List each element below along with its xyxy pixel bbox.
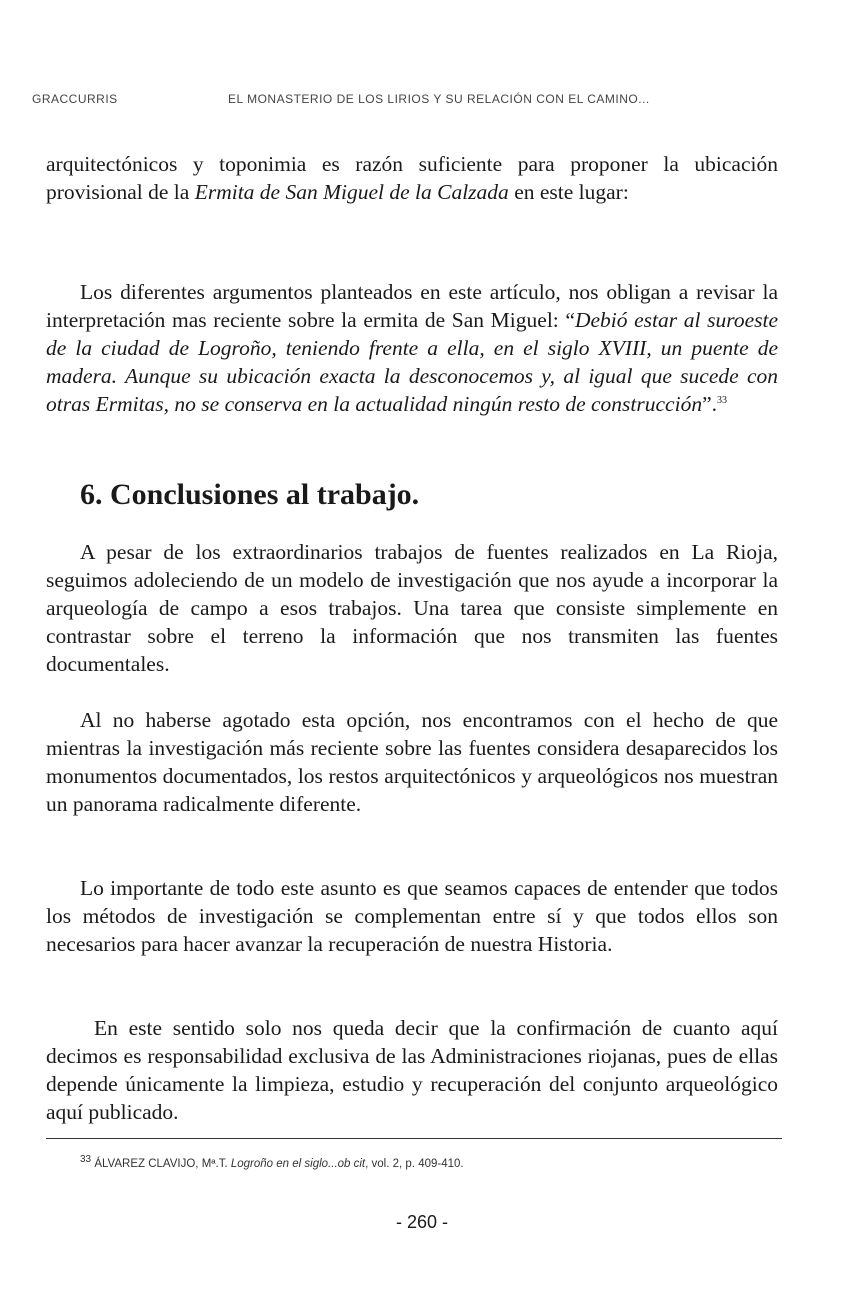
footnote-number: 33 bbox=[80, 1154, 92, 1166]
intro-text: arquitectónicos y toponimia es razón suficiente para proponer la ubicación provisional de la bbox=[46, 152, 778, 204]
page-number: - 260 - bbox=[395, 1212, 449, 1232]
footnote-author: ÁLVAREZ CLAVIJO, Mª.T. bbox=[94, 1158, 231, 1170]
intro-italic: Ermita de San Miguel de la Calzada bbox=[194, 180, 509, 204]
quote-close: ”. bbox=[702, 391, 717, 416]
quote-italic: Debió estar al suroeste de la ciudad de Logroño, teniendo frente a ella, en el siglo XVIII, un puente de madera. Aunque su ubicación exacta la desconocemos y, al igual que sucede con otras Ermitas, no se conserva en la actualidad ningún resto de construcción bbox=[46, 307, 778, 416]
article-title-header: EL MONASTERIO DE LOS LIRIOS Y SU RELACIÓN CON EL CAMINO... bbox=[228, 92, 650, 106]
journal-name: GRACCURRIS bbox=[32, 92, 118, 106]
paragraph-1: A pesar de los extraordinarios trabajos de fuentes realizados en La Rioja, seguimos adoleciendo de un modelo de investigación que nos ayude a incorporar la arqueología de campo a esos trabajos. Una tarea que consiste simplemente en contrastar sobre el terreno la información que nos transmiten las fuentes documentales. bbox=[46, 540, 778, 676]
paragraph-4: En este sentido solo nos queda decir que la confirmación de cuanto aquí decimos es responsabilidad exclusiva de las Administraciones riojanas, pues de ellas depende únicamente la limpieza, estudio y recuperación del conjunto arqueológico aquí publicado. bbox=[46, 1016, 778, 1124]
footnote-title: Logroño en el siglo...ob cit bbox=[230, 1158, 366, 1170]
paragraph-3: Lo importante de todo este asunto es que seamos capaces de entender que todos los métodos de investigación se complementan entre sí y que todos ellos son necesarios para hacer avanzar la recuperación de nuestra Historia. bbox=[46, 876, 778, 956]
quote-paragraph bbox=[46, 278, 778, 418]
footnote-ref: 33 bbox=[717, 394, 727, 406]
intro-text-end: en este lugar: bbox=[508, 180, 629, 204]
footnote-divider bbox=[46, 1138, 782, 1139]
quote-text: Los diferentes argumentos planteados en este artículo, nos obligan a revisar la interpretación mas reciente sobre la ermita de San Miguel: “ bbox=[46, 279, 778, 332]
intro-paragraph bbox=[46, 150, 778, 206]
section-heading: 6. Conclusiones al trabajo. bbox=[80, 478, 420, 511]
paragraph-2: Al no haberse agotado esta opción, nos encontramos con el hecho de que mientras la investigación más reciente sobre las fuentes considera desaparecidos los monumentos documentados, los restos arquitectónicos y arqueológicos nos muestran un panorama radicalmente diferente. bbox=[46, 708, 778, 816]
footnote-rest: , vol. 2, p. 409-410. bbox=[365, 1158, 464, 1170]
footnote bbox=[80, 1154, 464, 1170]
